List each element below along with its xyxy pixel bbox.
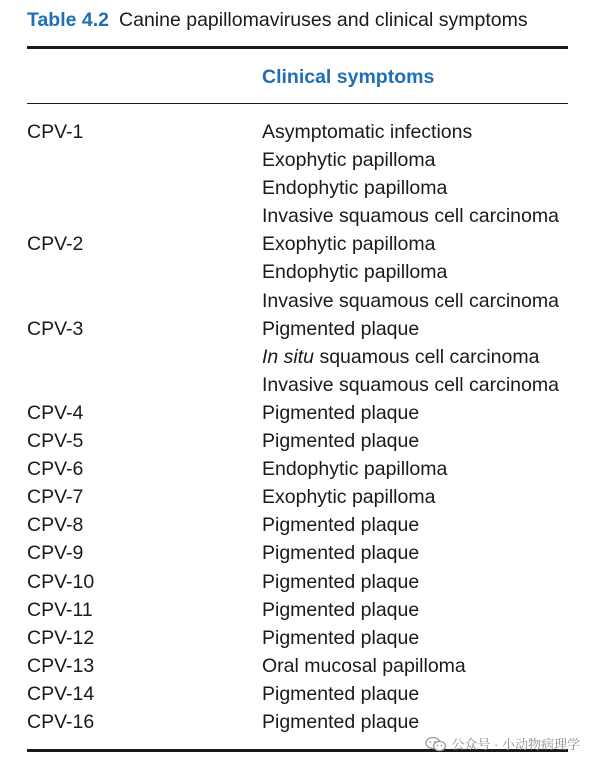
symptom-text: Pigmented plaque (262, 682, 420, 705)
symptom-italic: In situ (262, 345, 315, 368)
symptom (262, 174, 587, 202)
table-row (27, 315, 587, 399)
symptom (262, 427, 587, 455)
symptom (262, 708, 587, 736)
virus-name: CPV-12 (27, 626, 95, 649)
table-caption (27, 6, 528, 34)
virus-name: CPV-5 (27, 430, 84, 453)
virus-name: CPV-11 (27, 598, 93, 621)
symptom (262, 455, 587, 483)
symptom-text: Pigmented plaque (262, 598, 420, 621)
symptom-text: Pigmented plaque (262, 542, 420, 565)
symptom-list (262, 511, 587, 539)
symptom-list (262, 596, 587, 624)
symptom (262, 539, 587, 567)
table-label: Table 4.2 (27, 9, 110, 31)
table-row (27, 708, 587, 736)
symptom (262, 483, 587, 511)
symptom-text: Pigmented plaque (262, 514, 420, 537)
symptom-list (262, 118, 587, 230)
virus-name: CPV-3 (27, 317, 84, 340)
symptom (262, 146, 587, 174)
virus-name: CPV-8 (27, 514, 84, 537)
virus-name: CPV-10 (27, 570, 95, 593)
symptom (262, 596, 587, 624)
symptom-list (262, 315, 587, 399)
symptom-text: Exophytic papilloma (262, 486, 436, 509)
symptom-list (262, 427, 587, 455)
symptom-text: Pigmented plaque (262, 317, 420, 340)
table-row (27, 230, 587, 314)
table-row (27, 539, 587, 567)
symptom-text: Invasive squamous cell carcinoma (262, 205, 559, 228)
virus-name: CPV-1 (27, 121, 84, 143)
symptom-list (262, 652, 587, 680)
symptom (262, 568, 587, 596)
symptom-list (262, 483, 587, 511)
symptom-text: squamous cell carcinoma (314, 345, 540, 368)
symptom (262, 202, 587, 230)
symptom (262, 230, 587, 258)
symptom (262, 511, 587, 539)
table-row (27, 680, 587, 708)
symptom-text: Pigmented plaque (262, 570, 420, 593)
symptom-list (262, 568, 587, 596)
virus-name: CPV-7 (27, 486, 84, 509)
top-rule (27, 46, 568, 49)
table-row (27, 511, 587, 539)
column-header-clinical-symptoms: Clinical symptoms (262, 66, 435, 88)
symptom (262, 399, 587, 427)
symptom-text: Invasive squamous cell carcinoma (262, 289, 559, 312)
virus-name: CPV-9 (27, 542, 84, 565)
table-row (27, 455, 587, 483)
symptom (262, 343, 587, 371)
wechat-icon (425, 736, 447, 752)
table-row (27, 568, 587, 596)
symptom (262, 258, 587, 286)
virus-name: CPV-4 (27, 401, 84, 424)
symptom-text: Endophytic papilloma (262, 177, 448, 200)
symptom (262, 118, 587, 146)
table-row (27, 118, 587, 230)
header-rule (27, 103, 568, 104)
table-row (27, 596, 587, 624)
table-row (27, 427, 587, 455)
symptom-text: Pigmented plaque (262, 626, 420, 649)
virus-name: CPV-2 (27, 233, 84, 256)
symptom-text: Oral mucosal papilloma (262, 654, 466, 677)
virus-name: CPV-6 (27, 458, 84, 481)
symptom-text: Endophytic papilloma (262, 458, 448, 481)
symptom-list (262, 455, 587, 483)
table-body (27, 118, 587, 736)
symptom-list (262, 399, 587, 427)
watermark-text: 公众号 · 小动物病理学 (451, 737, 580, 752)
symptom-text: Pigmented plaque (262, 430, 420, 453)
virus-name: CPV-16 (27, 710, 95, 733)
virus-name: CPV-14 (27, 682, 95, 705)
table-row (27, 483, 587, 511)
symptom-text: Exophytic papilloma (262, 149, 436, 172)
symptom-list (262, 680, 587, 708)
symptom (262, 287, 587, 315)
symptom-text: Invasive squamous cell carcinoma (262, 373, 559, 396)
symptom-text: Exophytic papilloma (262, 233, 436, 256)
symptom (262, 652, 587, 680)
virus-name: CPV-13 (27, 654, 95, 677)
table-row (27, 652, 587, 680)
symptom-list (262, 624, 587, 652)
symptom-list (262, 708, 587, 736)
symptom-text: Asymptomatic infections (262, 121, 473, 143)
table-row (27, 399, 587, 427)
symptom (262, 624, 587, 652)
table-row (27, 624, 587, 652)
symptom-text: Pigmented plaque (262, 710, 420, 733)
symptom (262, 680, 587, 708)
table-title: Canine papillomaviruses and clinical symptoms (119, 9, 528, 31)
symptom-list (262, 230, 587, 314)
watermark (425, 734, 580, 753)
symptom (262, 371, 587, 399)
symptom-text: Endophytic papilloma (262, 261, 448, 284)
symptom-text: Pigmented plaque (262, 401, 420, 424)
symptom-list (262, 539, 587, 567)
symptom (262, 315, 587, 343)
